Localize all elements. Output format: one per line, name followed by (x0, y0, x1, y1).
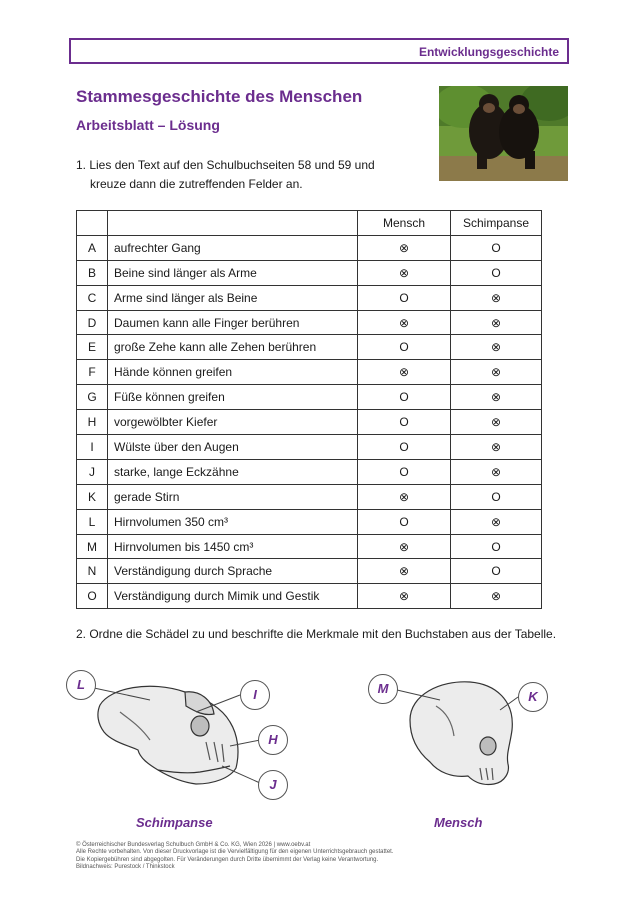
mensch-mark: O (358, 435, 451, 460)
schimpanse-mark: ⊗ (451, 509, 542, 534)
schimpanse-mark: O (451, 484, 542, 509)
row-trait: Hirnvolumen bis 1450 cm³ (108, 534, 358, 559)
row-letter: B (77, 260, 108, 285)
schimpanse-mark: ⊗ (451, 459, 542, 484)
header-mensch: Mensch (358, 211, 451, 236)
mensch-mark: ⊗ (358, 559, 451, 584)
human-label-m: M (368, 674, 398, 704)
row-letter: C (77, 285, 108, 310)
row-letter: J (77, 459, 108, 484)
footer-line: Die Kopiergebühren sind abgegolten. Für Veränderungen durch Dritte übernimmt der Verlag keine Verantwortung. (76, 856, 379, 863)
row-letter: M (77, 534, 108, 559)
row-trait: Hirnvolumen 350 cm³ (108, 509, 358, 534)
human-skull (410, 682, 512, 785)
row-trait: Verständigung durch Mimik und Gestik (108, 584, 358, 609)
row-trait: Wülste über den Augen (108, 435, 358, 460)
row-letter: I (77, 435, 108, 460)
row-trait: Füße können greifen (108, 385, 358, 410)
schimpanse-mark: ⊗ (451, 285, 542, 310)
schimpanse-mark: ⊗ (451, 584, 542, 609)
chimp-label-h: H (258, 725, 288, 755)
chimp-label-j: J (258, 770, 288, 800)
row-letter: G (77, 385, 108, 410)
mensch-mark: ⊗ (358, 235, 451, 260)
row-trait: gerade Stirn (108, 484, 358, 509)
row-trait: Arme sind länger als Beine (108, 285, 358, 310)
row-letter: L (77, 509, 108, 534)
schimpanse-mark: ⊗ (451, 410, 542, 435)
schimpanse-mark: ⊗ (451, 360, 542, 385)
row-letter: O (77, 584, 108, 609)
schimpanse-mark: O (451, 534, 542, 559)
footer-line: © Österreichischer Bundesverlag Schulbuch GmbH & Co. KG, Wien 2026 | www.oebv.at (76, 842, 311, 848)
chimpanzee-skull (98, 686, 238, 784)
task-1-line-2: kreuze dann die zutreffenden Felder an. (90, 177, 303, 191)
human-skull-caption: Mensch (434, 815, 483, 830)
schimpanse-mark: ⊗ (451, 310, 542, 335)
mensch-mark: O (358, 285, 451, 310)
schimpanse-mark: O (451, 260, 542, 285)
row-letter: F (77, 360, 108, 385)
row-trait: Daumen kann alle Finger berühren (108, 310, 358, 335)
row-letter: K (77, 484, 108, 509)
row-letter: H (77, 410, 108, 435)
schimpanse-mark: O (451, 559, 542, 584)
mensch-mark: O (358, 459, 451, 484)
task-2-instructions: 2. Ordne die Schädel zu und beschrifte die Merkmale mit den Buchstaben aus der Tabelle. (76, 627, 557, 641)
mensch-mark: ⊗ (358, 310, 451, 335)
row-trait: Beine sind länger als Arme (108, 260, 358, 285)
chimp-label-i: I (240, 680, 270, 710)
mensch-mark: ⊗ (358, 484, 451, 509)
row-trait: Verständigung durch Sprache (108, 559, 358, 584)
row-trait: vorgewölbter Kiefer (108, 410, 358, 435)
mensch-mark: ⊗ (358, 360, 451, 385)
row-trait: Hände können greifen (108, 360, 358, 385)
chimp-skull-caption: Schimpanse (136, 815, 213, 830)
mensch-mark: ⊗ (358, 260, 451, 285)
footer-line: Bildnachweis: Purestock / Thinkstock (76, 863, 175, 870)
row-trait: aufrechter Gang (108, 235, 358, 260)
mensch-mark: ⊗ (358, 584, 451, 609)
task-1-line-1: 1. Lies den Text auf den Schulbuchseiten 58 und 59 und (76, 158, 375, 172)
schimpanse-mark: ⊗ (451, 435, 542, 460)
header-schimpanse: Schimpanse (451, 211, 542, 236)
mensch-mark: O (358, 509, 451, 534)
mensch-mark: O (358, 410, 451, 435)
row-letter: N (77, 559, 108, 584)
mensch-mark: O (358, 335, 451, 360)
page-subtitle: Arbeitsblatt – Lösung (76, 117, 220, 133)
footer-line: Alle Rechte vorbehalten. Von dieser Druckvorlage ist die Vervielfältigung für den eigenen Unterrichtsgebrauch gestattet. (76, 849, 394, 856)
copyright-footer (76, 842, 394, 871)
human-label-k: K (518, 682, 548, 712)
chimp-label-l: L (66, 670, 96, 700)
page-title: Stammesgeschichte des Menschen (76, 87, 363, 106)
row-trait: große Zehe kann alle Zehen berühren (108, 335, 358, 360)
row-letter: A (77, 235, 108, 260)
section-title: Entwicklungsgeschichte (418, 45, 559, 59)
mensch-mark: ⊗ (358, 534, 451, 559)
row-letter: D (77, 310, 108, 335)
schimpanse-mark: ⊗ (451, 335, 542, 360)
row-letter: E (77, 335, 108, 360)
schimpanse-mark: O (451, 235, 542, 260)
mensch-mark: O (358, 385, 451, 410)
row-trait: starke, lange Eckzähne (108, 459, 358, 484)
schimpanse-mark: ⊗ (451, 385, 542, 410)
